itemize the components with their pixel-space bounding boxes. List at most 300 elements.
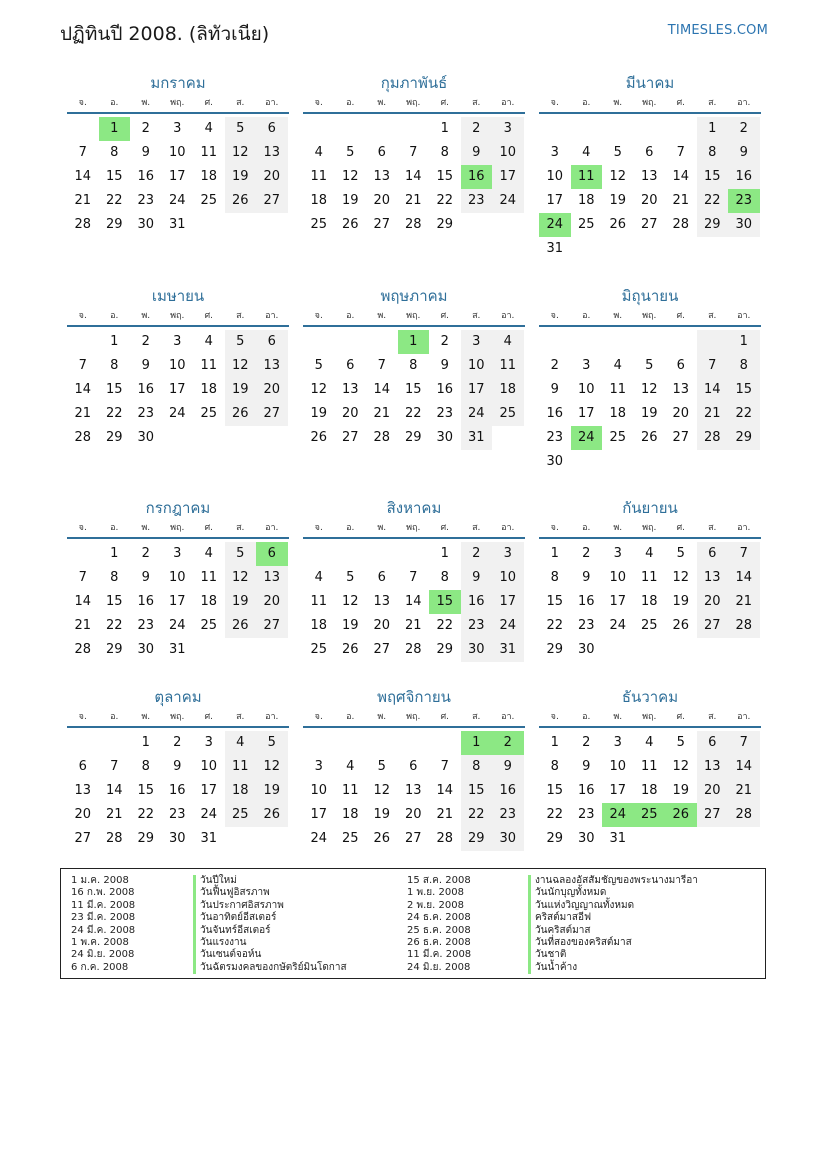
empty-day-cell <box>335 117 367 141</box>
holiday-date: 26 ธ.ค. 2008 <box>407 937 471 949</box>
month-calendar <box>303 497 525 662</box>
holiday-day-cell: 1 <box>99 117 131 141</box>
day-cell: 13 <box>697 755 729 779</box>
day-cell: 5 <box>256 731 288 755</box>
weekday-label: พ. <box>613 712 623 722</box>
day-cell: 18 <box>225 779 257 803</box>
day-grid <box>539 330 761 474</box>
day-cell: 4 <box>346 759 355 774</box>
day-cell: 25 <box>492 402 524 426</box>
month-name: กุมภาพันธ์ <box>380 74 448 92</box>
holiday-date: 24 มิ.ย. 2008 <box>71 949 135 961</box>
weekday-label: จ. <box>78 712 87 722</box>
day-cell: 20 <box>256 378 288 402</box>
holiday-day-cell: 26 <box>665 803 697 827</box>
day-cell: 31 <box>200 831 218 846</box>
month-name: พฤศจิกายน <box>377 688 451 706</box>
weekday-label: อ. <box>110 712 119 722</box>
day-cell: 18 <box>609 406 627 421</box>
weekday-label: พ. <box>613 98 623 108</box>
day-cell: 22 <box>105 406 123 421</box>
weekday-label: ศ. <box>204 98 214 108</box>
day-cell: 25 <box>310 217 328 232</box>
empty-day-cell <box>335 542 367 566</box>
empty-day-cell <box>225 426 257 450</box>
empty-day-cell <box>571 330 603 354</box>
day-cell: 10 <box>168 145 186 160</box>
day-cell: 15 <box>546 594 564 609</box>
day-cell: 1 <box>110 546 119 561</box>
day-cell: 5 <box>314 358 323 373</box>
day-cell: 29 <box>461 827 493 851</box>
day-cell: 7 <box>676 145 685 160</box>
weekday-label: อ. <box>110 98 119 108</box>
day-cell: 30 <box>546 454 564 469</box>
day-cell: 6 <box>346 358 355 373</box>
day-cell: 5 <box>346 570 355 585</box>
weekday-header <box>303 94 525 114</box>
day-cell: 1 <box>697 117 729 141</box>
day-cell: 21 <box>74 406 92 421</box>
weekday-header <box>67 519 289 539</box>
holiday-date: 11 มี.ค. 2008 <box>71 899 136 911</box>
day-cell: 24 <box>492 614 524 638</box>
weekday-label: อา. <box>265 712 279 722</box>
day-cell: 22 <box>137 807 155 822</box>
day-cell: 13 <box>404 783 422 798</box>
day-cell: 7 <box>78 570 87 585</box>
empty-day-cell <box>665 827 697 851</box>
empty-day-cell <box>256 426 288 450</box>
day-cell: 23 <box>137 618 155 633</box>
day-cell: 28 <box>404 642 422 657</box>
day-cell: 10 <box>168 358 186 373</box>
day-cell: 18 <box>200 594 218 609</box>
day-cell: 6 <box>697 542 729 566</box>
empty-day-cell <box>634 450 666 474</box>
day-cell: 20 <box>404 807 422 822</box>
day-cell: 8 <box>728 354 760 378</box>
day-cell: 18 <box>310 618 328 633</box>
holiday-date: 24 มี.ค. 2008 <box>71 924 136 936</box>
day-cell: 2 <box>141 334 150 349</box>
day-cell: 2 <box>461 117 493 141</box>
day-cell: 30 <box>577 831 595 846</box>
day-cell: 15 <box>137 783 155 798</box>
day-cell: 22 <box>436 618 454 633</box>
month-name: มกราคม <box>150 74 206 92</box>
day-cell: 20 <box>256 165 288 189</box>
day-cell: 8 <box>461 755 493 779</box>
holiday-name: วันปีใหม่ <box>193 875 347 887</box>
day-cell: 11 <box>200 145 218 160</box>
empty-day-cell <box>634 638 666 662</box>
page-title: ปฏิทินปี 2008. (ลิทัวเนีย) <box>60 23 270 45</box>
weekday-label: อ. <box>110 311 119 321</box>
weekday-label: ศ. <box>440 523 450 533</box>
day-cell: 11 <box>640 570 658 585</box>
holiday-name: งานฉลองอัสสัมชัญของพระนางมารีอา <box>528 875 698 887</box>
holiday-day-cell: 2 <box>492 731 524 755</box>
weekday-label: พฤ. <box>170 523 185 533</box>
day-cell: 2 <box>461 542 493 566</box>
empty-day-cell <box>665 450 697 474</box>
day-cell: 17 <box>492 590 524 614</box>
day-cell: 14 <box>74 169 92 184</box>
day-grid <box>303 330 525 450</box>
empty-day-cell <box>665 330 697 354</box>
weekday-label: อา. <box>737 311 751 321</box>
day-cell: 14 <box>728 755 760 779</box>
day-cell: 6 <box>645 145 654 160</box>
day-cell: 25 <box>640 618 658 633</box>
day-cell: 11 <box>200 570 218 585</box>
weekday-label: พ. <box>613 523 623 533</box>
empty-day-cell <box>225 213 257 237</box>
day-cell: 23 <box>168 807 186 822</box>
day-cell: 31 <box>609 831 627 846</box>
day-cell: 14 <box>373 382 391 397</box>
weekday-label: อ. <box>582 98 591 108</box>
day-cell: 16 <box>137 594 155 609</box>
day-cell: 20 <box>672 406 690 421</box>
day-cell: 22 <box>728 402 760 426</box>
empty-day-cell <box>697 330 729 354</box>
day-cell: 11 <box>341 783 359 798</box>
holiday-day-cell: 1 <box>398 330 430 354</box>
day-cell: 27 <box>373 642 391 657</box>
day-cell: 1 <box>440 546 449 561</box>
empty-day-cell <box>634 237 666 261</box>
day-cell: 20 <box>697 590 729 614</box>
weekday-label: จ. <box>314 523 323 533</box>
day-cell: 12 <box>225 566 257 590</box>
empty-day-cell <box>634 827 666 851</box>
weekday-label: ศ. <box>204 523 214 533</box>
day-cell: 9 <box>141 145 150 160</box>
day-cell: 18 <box>492 378 524 402</box>
weekday-label: ศ. <box>676 523 686 533</box>
day-cell: 9 <box>492 755 524 779</box>
day-cell: 10 <box>492 141 524 165</box>
day-cell: 7 <box>440 759 449 774</box>
day-cell: 13 <box>672 382 690 397</box>
empty-day-cell <box>602 237 634 261</box>
day-cell: 30 <box>137 430 155 445</box>
weekday-label: พ. <box>377 523 387 533</box>
day-cell: 14 <box>672 169 690 184</box>
empty-day-cell <box>225 638 257 662</box>
weekday-label: อา. <box>737 98 751 108</box>
weekday-label: พ. <box>377 98 387 108</box>
day-cell: 8 <box>409 358 418 373</box>
month-calendar <box>539 285 761 474</box>
day-cell: 20 <box>256 590 288 614</box>
day-cell: 13 <box>256 141 288 165</box>
day-cell: 25 <box>200 618 218 633</box>
empty-day-cell <box>366 542 398 566</box>
day-cell: 9 <box>461 141 493 165</box>
weekday-label: พฤ. <box>642 712 657 722</box>
day-cell: 8 <box>550 759 559 774</box>
day-cell: 17 <box>609 594 627 609</box>
weekday-label: พฤ. <box>170 311 185 321</box>
day-cell: 7 <box>697 354 729 378</box>
holiday-day-cell: 24 <box>602 803 634 827</box>
month-name: ธันวาคม <box>621 688 679 706</box>
day-cell: 4 <box>582 145 591 160</box>
day-cell: 17 <box>492 165 524 189</box>
weekday-label: อา. <box>737 523 751 533</box>
day-cell: 8 <box>110 358 119 373</box>
day-cell: 8 <box>440 570 449 585</box>
day-cell: 15 <box>105 169 123 184</box>
holiday-date: 15 ส.ค. 2008 <box>407 875 471 886</box>
weekday-label: พฤ. <box>406 98 421 108</box>
day-cell: 3 <box>173 546 182 561</box>
empty-day-cell <box>67 731 99 755</box>
day-cell: 13 <box>373 169 391 184</box>
day-cell: 26 <box>341 642 359 657</box>
day-cell: 6 <box>697 731 729 755</box>
weekday-label: ศ. <box>440 311 450 321</box>
day-cell: 15 <box>404 382 422 397</box>
day-cell: 7 <box>409 145 418 160</box>
day-grid <box>303 542 525 662</box>
day-cell: 21 <box>74 618 92 633</box>
day-cell: 30 <box>461 638 493 662</box>
holiday-day-cell: 16 <box>461 165 493 189</box>
brand-link[interactable]: TIMESLES.COM <box>667 23 768 38</box>
holiday-day-cell: 6 <box>256 542 288 566</box>
weekday-label: จ. <box>314 98 323 108</box>
day-cell: 24 <box>492 189 524 213</box>
day-cell: 17 <box>168 594 186 609</box>
empty-day-cell <box>665 117 697 141</box>
day-cell: 22 <box>546 807 564 822</box>
holiday-date: 25 ธ.ค. 2008 <box>407 924 471 936</box>
day-cell: 25 <box>577 217 595 232</box>
day-cell: 19 <box>640 406 658 421</box>
empty-day-cell <box>571 450 603 474</box>
holiday-day-cell: 25 <box>634 803 666 827</box>
month-calendar <box>67 686 289 851</box>
weekday-label: พ. <box>141 98 151 108</box>
day-cell: 9 <box>582 570 591 585</box>
day-cell: 26 <box>225 614 257 638</box>
empty-day-cell <box>571 237 603 261</box>
weekday-label: จ. <box>550 98 559 108</box>
day-cell: 5 <box>225 117 257 141</box>
month-name: กันยายน <box>622 499 678 517</box>
weekday-label: ส. <box>708 712 717 722</box>
day-cell: 11 <box>310 169 328 184</box>
day-cell: 9 <box>141 570 150 585</box>
day-cell: 24 <box>200 807 218 822</box>
day-cell: 23 <box>137 193 155 208</box>
empty-day-cell <box>728 450 760 474</box>
weekday-label: พฤ. <box>642 98 657 108</box>
weekday-label: ส. <box>236 523 245 533</box>
weekday-label: อ. <box>346 712 355 722</box>
empty-day-cell <box>728 638 760 662</box>
day-cell: 28 <box>105 831 123 846</box>
holiday-name: วันประกาศอิสรภาพ <box>193 900 347 912</box>
month-name: มิถุนายน <box>621 287 679 305</box>
weekday-label: ส. <box>236 712 245 722</box>
holiday-name: วันอาทิตย์อีสเตอร์ <box>193 912 347 924</box>
weekday-label: อ. <box>110 523 119 533</box>
weekday-label: อ. <box>346 523 355 533</box>
day-cell: 3 <box>492 542 524 566</box>
day-cell: 5 <box>377 759 386 774</box>
weekday-label: อ. <box>346 98 355 108</box>
holiday-dates-right <box>407 875 471 974</box>
empty-day-cell <box>398 117 430 141</box>
day-cell: 27 <box>697 614 729 638</box>
day-cell: 24 <box>168 193 186 208</box>
day-cell: 14 <box>74 594 92 609</box>
day-cell: 22 <box>546 618 564 633</box>
day-cell: 31 <box>492 638 524 662</box>
empty-day-cell <box>571 117 603 141</box>
day-cell: 26 <box>672 618 690 633</box>
holiday-date: 2 พ.ย. 2008 <box>407 899 464 911</box>
day-cell: 4 <box>225 731 257 755</box>
weekday-label: พฤ. <box>642 523 657 533</box>
empty-day-cell <box>728 237 760 261</box>
month-calendar <box>67 285 289 450</box>
day-cell: 24 <box>609 618 627 633</box>
holiday-dates-left <box>71 875 135 974</box>
day-cell: 10 <box>609 759 627 774</box>
weekday-label: ศ. <box>676 712 686 722</box>
weekday-label: ศ. <box>676 311 686 321</box>
day-cell: 19 <box>225 378 257 402</box>
day-cell: 21 <box>728 779 760 803</box>
weekday-label: อา. <box>501 98 515 108</box>
day-grid <box>539 117 761 261</box>
day-cell: 27 <box>672 430 690 445</box>
empty-day-cell <box>697 638 729 662</box>
holiday-date: 1 พ.ค. 2008 <box>71 937 129 949</box>
day-grid <box>67 330 289 450</box>
day-cell: 3 <box>492 117 524 141</box>
day-cell: 27 <box>640 217 658 232</box>
weekday-label: พ. <box>141 311 151 321</box>
weekday-header <box>67 708 289 728</box>
day-cell: 10 <box>310 783 328 798</box>
weekday-label: อา. <box>265 98 279 108</box>
day-cell: 28 <box>373 430 391 445</box>
weekday-label: อ. <box>346 311 355 321</box>
day-cell: 4 <box>492 330 524 354</box>
day-cell: 8 <box>110 145 119 160</box>
day-cell: 29 <box>697 213 729 237</box>
holiday-name: วันชาติ <box>528 949 698 961</box>
weekday-label: ส. <box>472 311 481 321</box>
holiday-name: วันแรงงาน <box>193 937 347 949</box>
day-cell: 7 <box>728 731 760 755</box>
day-cell: 16 <box>577 783 595 798</box>
day-cell: 18 <box>640 594 658 609</box>
empty-day-cell <box>256 213 288 237</box>
day-cell: 7 <box>409 570 418 585</box>
day-cell: 9 <box>582 759 591 774</box>
day-cell: 5 <box>225 542 257 566</box>
holiday-name: วันแห่งวิญญาณทั้งหมด <box>528 900 698 912</box>
day-cell: 14 <box>697 378 729 402</box>
holiday-date: 23 มี.ค. 2008 <box>71 912 136 924</box>
empty-day-cell <box>335 731 367 755</box>
day-cell: 28 <box>74 217 92 232</box>
day-cell: 16 <box>577 594 595 609</box>
month-calendar <box>303 686 525 851</box>
day-cell: 17 <box>168 169 186 184</box>
weekday-header <box>539 708 761 728</box>
day-cell: 10 <box>461 354 493 378</box>
day-cell: 12 <box>341 169 359 184</box>
holiday-day-cell: 11 <box>571 165 603 189</box>
weekday-label: ศ. <box>440 98 450 108</box>
day-cell: 18 <box>200 382 218 397</box>
day-cell: 3 <box>613 735 622 750</box>
day-cell: 7 <box>728 542 760 566</box>
day-cell: 28 <box>697 426 729 450</box>
day-cell: 21 <box>373 406 391 421</box>
weekday-label: จ. <box>314 311 323 321</box>
day-cell: 8 <box>141 759 150 774</box>
day-cell: 26 <box>341 217 359 232</box>
holiday-name: วันที่สองของคริสต์มาส <box>528 937 698 949</box>
empty-day-cell <box>602 450 634 474</box>
day-cell: 2 <box>550 358 559 373</box>
day-cell: 4 <box>314 145 323 160</box>
day-cell: 23 <box>461 614 493 638</box>
day-cell: 8 <box>440 145 449 160</box>
day-cell: 16 <box>137 169 155 184</box>
day-cell: 9 <box>440 358 449 373</box>
empty-day-cell <box>634 330 666 354</box>
day-cell: 22 <box>436 193 454 208</box>
holiday-date: 11 มี.ค. 2008 <box>407 949 472 961</box>
day-cell: 3 <box>173 121 182 136</box>
day-grid <box>67 117 289 237</box>
day-cell: 2 <box>141 121 150 136</box>
day-cell: 1 <box>550 546 559 561</box>
day-cell: 20 <box>341 406 359 421</box>
day-cell: 30 <box>168 831 186 846</box>
empty-day-cell <box>461 213 493 237</box>
day-grid <box>67 542 289 662</box>
empty-day-cell <box>256 827 288 851</box>
day-cell: 14 <box>74 382 92 397</box>
day-cell: 26 <box>225 189 257 213</box>
day-cell: 12 <box>672 570 690 585</box>
empty-day-cell <box>162 426 194 450</box>
day-cell: 16 <box>461 590 493 614</box>
day-cell: 28 <box>672 217 690 232</box>
weekday-label: อา. <box>501 311 515 321</box>
day-cell: 5 <box>613 145 622 160</box>
holiday-name: คริสต์มาสอีฟ <box>528 912 698 924</box>
day-grid <box>303 117 525 237</box>
day-cell: 19 <box>310 406 328 421</box>
holiday-day-cell: 15 <box>429 590 461 614</box>
day-cell: 31 <box>168 217 186 232</box>
holiday-name: วันฉัตรมงคลของกษัตริย์มินโดกาส <box>193 962 347 974</box>
empty-day-cell <box>99 731 131 755</box>
